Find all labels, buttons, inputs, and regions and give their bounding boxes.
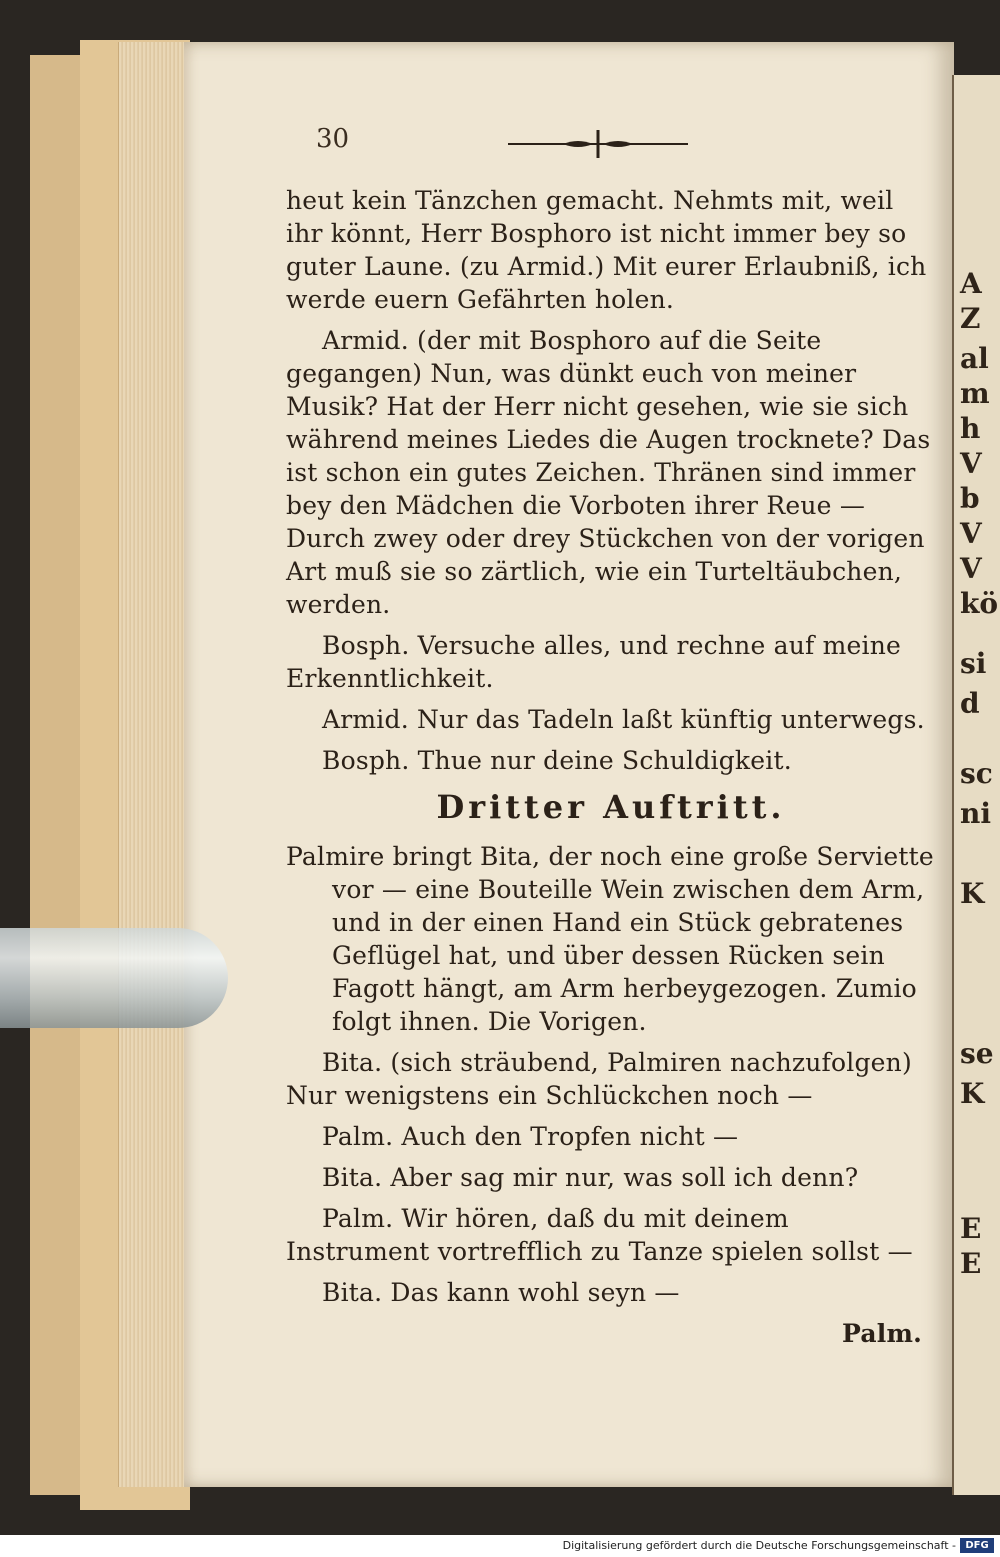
facing-page-fragment: si [960, 647, 987, 680]
paragraph-bosph-1: Bosph. Versuche alles, und rechne auf meine Erkenntlichkeit. [286, 631, 901, 693]
facing-page-fragment: A [960, 267, 982, 300]
paragraph-armid-2: Armid. Nur das Tadeln laßt künftig unterwegs. [322, 705, 925, 734]
facing-page-fragment: se [960, 1037, 994, 1070]
facing-page-fragment: V [960, 552, 982, 585]
dialogue-line: Palm. Auch den Tropfen nicht — [322, 1122, 739, 1151]
header-ornament-icon [508, 124, 688, 164]
paragraph-bosph-2: Bosph. Thue nur deine Schuldigkeit. [322, 746, 792, 775]
dialogue-line: Palm. Wir hören, daß du mit deinem Instrument vortrefflich zu Tanze spielen sollst — [286, 1204, 913, 1266]
facing-page-fragment: E [960, 1212, 982, 1245]
facing-page-fragment: Z [960, 302, 981, 335]
facing-page-fragment: sc [960, 757, 993, 790]
page-holder-rod [0, 928, 228, 1028]
page-edges [118, 42, 187, 1487]
facing-page-fragment: E [960, 1247, 982, 1280]
body-text [286, 184, 936, 1350]
facing-page-fragment: d [960, 687, 980, 720]
facing-page-fragment: b [960, 482, 980, 515]
footer-credit: Digitalisierung gefördert durch die Deutsche Forschungsgemeinschaft - [562, 1539, 956, 1552]
dialogue-line: Bita. (sich sträubend, Palmiren nachzufolgen) Nur wenigstens ein Schlückchen noch — [286, 1048, 912, 1110]
dfg-logo-icon: DFG [960, 1538, 994, 1553]
scene-heading: Dritter Auftritt. [436, 788, 786, 826]
facing-page-fragment: kö [960, 587, 999, 620]
facing-page-fragment: m [960, 377, 990, 410]
facing-page-fragment: K [960, 877, 985, 910]
facing-page-fragment: K [960, 1077, 985, 1110]
page-content [286, 120, 936, 1358]
catchword: Palm. [842, 1319, 922, 1348]
facing-page-fragment: V [960, 447, 982, 480]
facing-page-fragment: ni [960, 797, 991, 830]
facing-page-fragment: V [960, 517, 982, 550]
paragraph-armid: Armid. (der mit Bosphoro auf die Seite gegangen) Nun, was dünkt euch von meiner Musik? Hat der Herr nicht gesehen, wie sie sich während meines Liedes die Augen trocknete? Das ist schon ein gutes Zeichen. Thränen sind immer bey den Mädchen die Vorboten ihrer Reue — Durch zwey oder drey Stückchen von der vorigen Art muß sie so zärtlich, wie ein Turteltäubchen, werden. [286, 326, 931, 619]
facing-page-edge [952, 75, 1000, 1495]
footer-bar [0, 1535, 1000, 1557]
paragraph-continuation: heut kein Tänzchen gemacht. Nehmts mit, weil ihr könnt, Herr Bosphoro ist nicht immer bey so guter Laune. (zu Armid.) Mit eurer Erlaubniß, ich werde euern Gefährten holen. [286, 186, 927, 314]
dialogue-line: Bita. Aber sag mir nur, was soll ich denn? [322, 1163, 859, 1192]
page-header [286, 120, 936, 164]
facing-page-fragment: al [960, 342, 989, 375]
page-number: 30 [316, 124, 350, 154]
dialogue-line: Bita. Das kann wohl seyn — [322, 1278, 680, 1307]
facing-page-fragment: h [960, 412, 981, 445]
stage-direction: Palmire bringt Bita, der noch eine große Serviette vor — eine Bouteille Wein zwischen dem Arm, und in der einen Hand ein Stück gebratenes Geflügel hat, und über dessen Rücken sein Fagott hängt, am Arm herbeygezogen. Zumio folgt ihnen. Die Vorigen. [286, 842, 934, 1036]
